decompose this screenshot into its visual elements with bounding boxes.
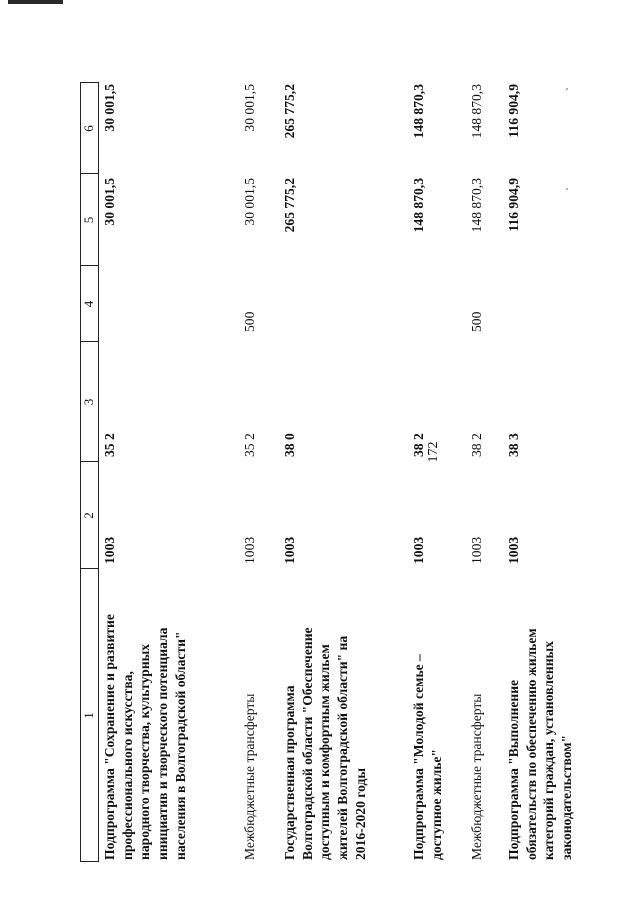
row-sum-6: 30 001,5 [102,84,117,132]
column-header-4: 4 [81,300,96,308]
column-header-1: 1 [81,712,96,719]
row-name: Межбюджетные трансферты [242,693,257,860]
column-header-5: 5 [81,216,96,224]
scan-speck [566,88,568,90]
row-target: 38 3 [506,433,521,457]
row-code: 1003 [469,536,484,564]
row-sum-5: 148 870,3 [411,178,426,233]
column-header-2: 2 [81,512,96,519]
row-code: 1003 [242,536,257,564]
row-target: 35 2 [102,433,117,457]
row-type: 500 [469,311,484,332]
header-bottom-border [98,82,99,862]
budget-table [80,82,620,862]
column-header-6: 6 [81,125,96,132]
row-sum-6: 148 870,3 [469,84,484,139]
page-number: 172 [426,441,441,463]
row-sum-6: 30 001,5 [242,84,257,132]
table-top-border [80,82,81,862]
row-code: 1003 [506,536,521,564]
row-code: 1003 [282,536,297,564]
row-sum-5: 116 904,9 [506,178,521,232]
row-sum-6: 265 775,2 [282,84,297,139]
row-target: 38 2 [411,433,426,457]
row-target: 35 2 [242,433,257,457]
row-sum-6: 116 904,9 [506,84,521,138]
row-code: 1003 [411,536,426,564]
row-name: Государственная программа Волгоградской области "Обеспечение доступным и комфортным жильем жителей Волгоградской области" на 2016-2020 годы [282,627,368,860]
row-sum-5: 30 001,5 [102,178,117,226]
row-code: 1003 [102,536,117,564]
scan-speck [566,188,568,190]
row-name: Межбюджетные трансферты [469,693,484,860]
row-target: 38 0 [282,433,297,457]
row-target: 38 2 [469,433,484,457]
row-name: Подпрограмма "Сохранение и развитие профессионального искусства, народного творчества, культурных инициатив и творческого потенциала населения в Волгоградской области" [102,614,188,860]
row-sum-6: 148 870,3 [411,84,426,139]
row-name: Подпрограмма "Молодой семье – доступное жилье" [411,654,444,860]
row-sum-5: 148 870,3 [469,178,484,233]
column-header-3: 3 [81,398,96,406]
row-name: Подпрограмма "Выполнение обязательств по обеспечению жильем категорий граждан, установленных законодательством" [506,628,575,860]
row-type: 500 [242,311,257,332]
scan-edge-mark [8,0,63,4]
row-sum-5: 265 775,2 [282,178,297,233]
row-sum-5: 30 001,5 [242,178,257,226]
